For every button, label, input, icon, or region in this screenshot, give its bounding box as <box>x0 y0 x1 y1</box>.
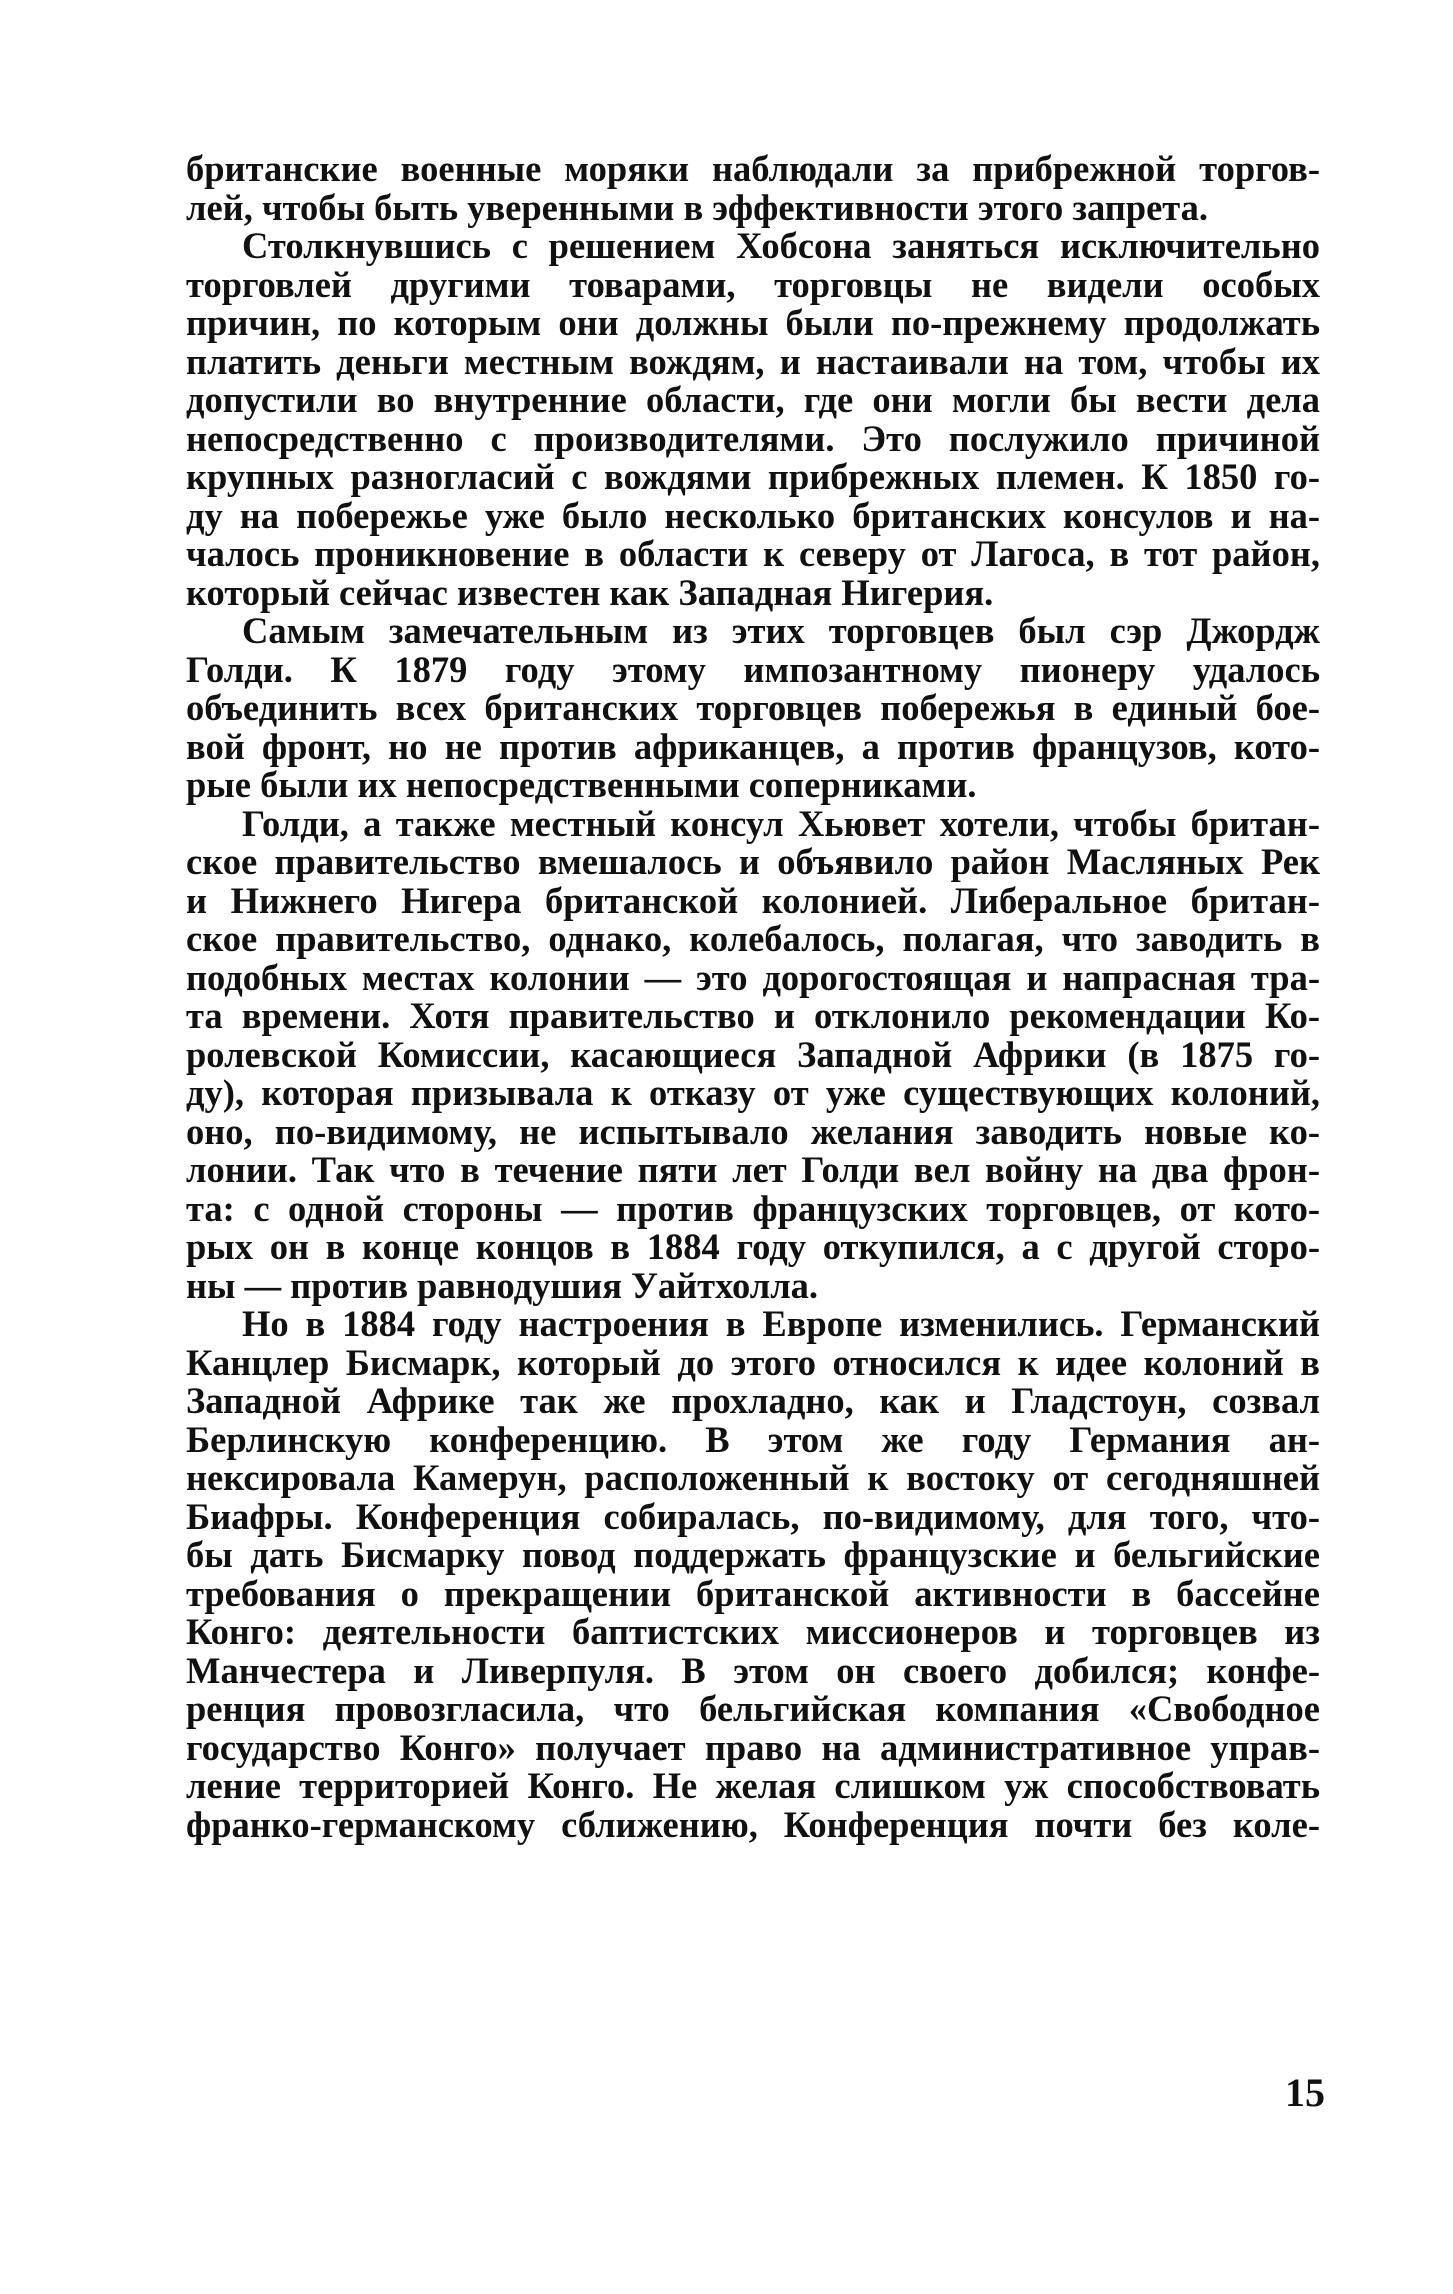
text-line: рых он в конце концов в 1884 году откупился, а с другой сторо- <box>186 1226 1320 1267</box>
text-line: объединить всех британских торговцев побережья в единый бое- <box>186 687 1320 728</box>
text-line: Манчестера и Ливерпуля. В этом он своего добился; конфе- <box>186 1649 1320 1691</box>
text-line: вой фронт, но не против африканцев, а против французов, кото- <box>186 725 1320 767</box>
page-number: 15 <box>1285 2070 1325 2115</box>
text-line: британские военные моряки наблюдали за прибрежной торгов- <box>186 148 1320 189</box>
text-line: непосредственно с производителями. Это послужило причиной <box>186 417 1320 459</box>
text-line: ренция провозгласила, что бельгийская компания «Свободное <box>186 1688 1320 1729</box>
text-line: Голди, а также местный консул Хьювет хотели, чтобы британ- <box>242 802 1320 844</box>
text-line: ролевской Комиссии, касающиеся Западной Африки (в 1875 го- <box>186 1033 1320 1075</box>
text-line: лей, чтобы быть уверенными в эффективности этого запрета. <box>186 186 1209 228</box>
text-line: торговлей другими товарами, торговцы не видели особых <box>186 263 1320 305</box>
text-line: ны — против равнодушия Уайтхолла. <box>186 1264 819 1306</box>
text-line: ду), которая призывала к отказу от уже существующих колоний, <box>186 1072 1320 1113</box>
text-line: который сейчас известен как Западная Нигерия. <box>186 571 994 613</box>
text-line: лонии. Так что в течение пяти лет Голди вел войну на два фрон- <box>186 1149 1320 1190</box>
text-line: Западной Африке так же прохладно, как и Гладстоун, созвал <box>186 1380 1320 1421</box>
text-line: ление территорией Конго. Не желая слишком уж способствовать <box>186 1765 1320 1806</box>
text-line: требования о прекращении британской активности в бассейне <box>186 1572 1320 1614</box>
text-line: крупных разногласий с вождями прибрежных племен. К 1850 го- <box>186 456 1320 497</box>
text-line: Биафры. Конференция собиралась, по-видимому, для того, что- <box>186 1495 1320 1537</box>
text-line: ское правительство, однако, колебалось, полагая, что заводить в <box>186 918 1320 959</box>
text-line: ду на побережье уже было несколько британских консулов и на- <box>186 494 1320 536</box>
text-line: подобных местах колонии — это дорогостоящая и напрасная тра- <box>186 956 1320 998</box>
text-line: чалось проникновение в области к северу от Лагоса, в тот район, <box>186 533 1320 574</box>
text-line: причин, по которым они должны были по-прежнему продолжать <box>186 302 1320 343</box>
text-line: Берлинскую конференцию. В этом же году Германия ан- <box>186 1418 1320 1460</box>
text-line: Но в 1884 году настроения в Европе изменились. Германский <box>242 1303 1320 1344</box>
text-line: та времени. Хотя правительство и отклонило рекомендации Ко- <box>186 995 1320 1036</box>
text-line: платить деньги местным вождям, и настаивали на том, чтобы их <box>186 340 1320 382</box>
text-line: Канцлер Бисмарк, который до этого относился к идее колоний в <box>186 1341 1320 1383</box>
text-line: рые были их непосредственными соперниками. <box>186 764 977 805</box>
text-line: та: с одной стороны — против французских торговцев, от кото- <box>186 1187 1320 1229</box>
text-line: и Нижнего Нигера британской колонией. Либеральное британ- <box>186 879 1320 921</box>
text-line: бы дать Бисмарку повод поддержать французские и бельгийские <box>186 1534 1320 1575</box>
text-line: государство Конго» получает право на административное управ- <box>186 1726 1320 1768</box>
body-text <box>186 150 1320 1844</box>
text-line: Конго: деятельности баптистских миссионеров и торговцев из <box>186 1611 1320 1652</box>
text-line: нексировала Камерун, расположенный к востоку от сегодняшней <box>186 1457 1320 1498</box>
text-line: Самым замечательным из этих торговцев был сэр Джордж <box>242 610 1320 651</box>
text-line: Столкнувшись с решением Хобсона заняться исключительно <box>242 225 1320 266</box>
text-line: Голди. К 1879 году этому импозантному пионеру удалось <box>186 648 1320 690</box>
text-line: ское правительство вмешалось и объявило район Масляных Рек <box>186 841 1320 882</box>
text-line: франко-германскому сближению, Конференция почти без коле- <box>186 1803 1320 1845</box>
text-line: оно, по-видимому, не испытывало желания заводить новые ко- <box>186 1110 1320 1152</box>
text-line: допустили во внутренние области, где они могли бы вести дела <box>186 379 1320 420</box>
